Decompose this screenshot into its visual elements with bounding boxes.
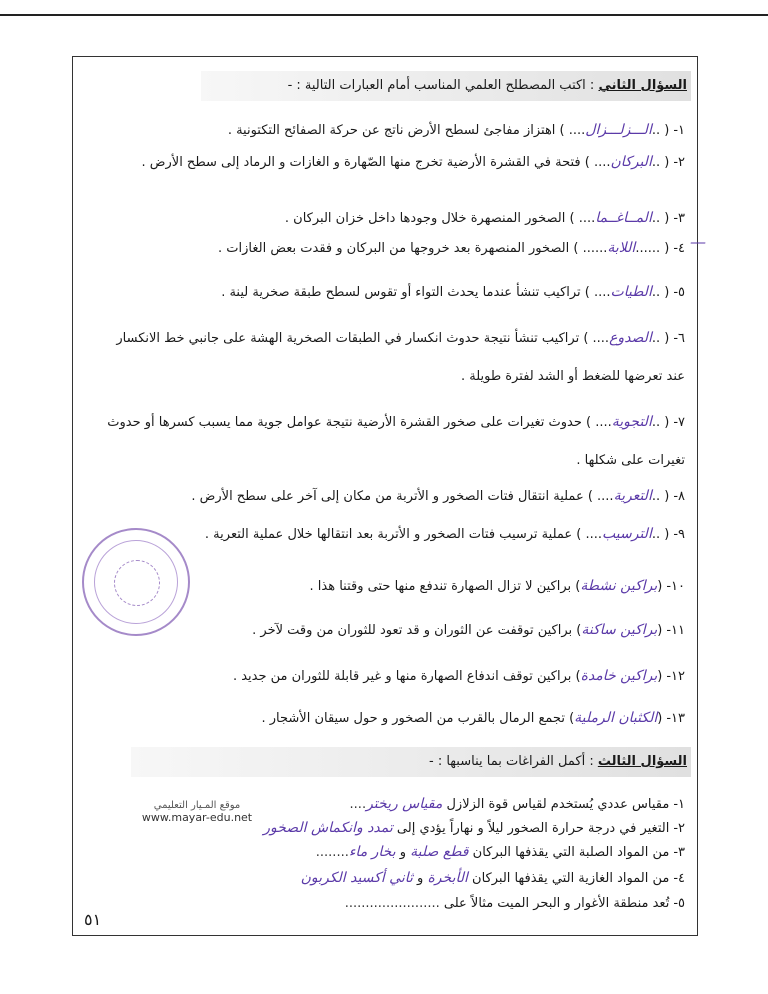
watermark-arabic: موقع المـيار التعليمي [153,800,241,811]
handwritten-answer-2: بخار ماء [348,844,396,860]
item-number: ٣- [673,845,685,860]
item-text: براكين توقفت عن الثوران و قد تعود للثوران من وقت لآخر . [252,623,573,638]
blank-dots: .... [349,797,367,812]
item-number: ١٣- [666,711,685,726]
handwritten-answer: البركان [610,154,652,170]
q2-item-3: ٣-( ..المــاغــما.... ) الصخور المنصهرة خلال وجودها داخل خزان البركان . [284,210,685,226]
conjunction: و [417,871,424,886]
item-text: التغير في درجة حرارة الصخور ليلاً و نهاراً يؤدي إلى [396,821,670,836]
q3-item-4 [95,867,685,890]
item-number: ١٢- [666,669,685,684]
item-text: حدوث تغيرات على صخور القشرة الأرضية نتيجة عوامل جوية مما يسبب كسرها أو حدوث تغيرات على شكلها . [107,415,685,468]
q2-header [201,71,691,101]
handwritten-answer: التجوية [611,414,652,430]
q2-header-label: السؤال الثاني [598,78,687,93]
handwritten-answer: الصدوع [609,330,652,346]
handwritten-answer: الترسيب [602,526,652,542]
item-number: ١٠- [666,579,685,594]
item-text: تراكيب تنشأ عندما يحدث التواء أو تقوس لسطح طبقة صخرية لينة . [221,285,581,300]
page-number: ٥١ [84,910,102,929]
q2-item-7: ٧-( ..التجوية.... ) حدوث تغيرات على صخور القشرة الأرضية نتيجة عوامل جوية مما يسبب كسرها أو حدوث تغيرات على شكلها . [107,414,685,468]
q2-item-13: ١٣-(الكثبان الرملية) تجمع الرمال بالقرب من الصخور و حول سيقان الأشجار . [261,710,685,726]
blank-dots: ....................... [344,896,440,911]
q3-item-5 [95,893,685,915]
item-number: ٣- [673,211,685,226]
conjunction: و [399,845,407,860]
q2-item-12: ١٢-(براكين خامدة) براكين توقف اندفاع الصهارة منها و غير قابلة للثوران من جديد . [232,668,685,684]
item-number: ٥- [673,285,685,300]
q2-item-11: ١١-(براكين ساكنة) براكين توقفت عن الثوران و قد تعود للثوران من وقت لآخر . [252,622,685,638]
item-text: عملية ترسيب فتات الصخور و الأتربة بعد انتقالها خلال عملية التعرية . [204,527,573,542]
school-stamp-icon [82,528,190,636]
handwritten-answer: قطع صلبة [410,844,469,860]
item-number: ١١- [666,623,685,638]
item-text: الصخور المنصهرة بعد خروجها من البركان و فقدت بعض الغازات . [218,241,570,256]
q2-item-9: ٩-( ..الترسيب.... ) عملية ترسيب فتات الصخور و الأتربة بعد انتقالها خلال عملية التعرية . [204,526,685,542]
item-text: عملية انتقال فتات الصخور و الأتربة من مكان إلى آخر على سطح الأرض . [191,489,584,504]
page-top-edge [0,0,768,16]
q2-item-1: ١-( ..الـــزلـــزال.... ) اهتزاز مفاجئ لسطح الأرض ناتج عن حركة الصفائح التكتونية . [227,122,685,138]
q2-instruction: : اكتب المصطلح العلمي المناسب أمام العبارات التالية : - [287,78,595,93]
item-text: براكين لا تزال الصهارة تندفع منها حتى وقتنا هذا . [309,579,572,594]
item-number: ٩- [673,527,685,542]
item-number: ١- [673,797,685,812]
item-number: ٢- [673,155,685,170]
item-number: ٤- [673,241,685,256]
handwritten-answer: براكين نشطة [580,578,658,594]
item-number: ٦- [673,331,685,346]
q2-item-5: ٥-( ..الطيات.... ) تراكيب تنشأ عندما يحدث التواء أو تقوس لسطح طبقة صخرية لينة . [221,284,685,300]
q3-header-label: السؤال الثالث [597,754,687,769]
item-number: ٤- [673,871,685,886]
handwritten-answer: الطيات [610,284,652,300]
q2-item-8: ٨-( ..التعرية.... ) عملية انتقال فتات الصخور و الأتربة من مكان إلى آخر على سطح الأرض . [191,488,685,504]
item-number: ٧- [673,415,685,430]
item-text: تُعد منطقة الأغوار و البحر الميت مثالاً على [443,896,670,911]
item-number: ١- [673,123,685,138]
item-text: تراكيب تنشأ نتيجة حدوث انكسار في الطبقات الصخرية الهشة على جانبي خط الانكسار عند تعرضها للضغط أو الشد لفترة طويلة . [116,331,685,384]
item-text: فتحة في القشرة الأرضية تخرج منها الصّهارة و الغازات و الرماد إلى سطح الأرض . [141,155,581,170]
watermark [122,800,272,824]
handwritten-answer-2: ثاني أكسيد الكربون [300,870,413,886]
q3-item-3 [95,841,685,864]
blank-dots: ........ [315,845,349,860]
item-text: براكين توقف اندفاع الصهارة منها و غير قابلة للثوران من جديد . [232,669,572,684]
q2-item-4: ٤-( ......اللابة...... ) الصخور المنصهرة بعد خروجها من البركان و فقدت بعض الغازات . [218,240,685,256]
stamp-center [114,560,160,606]
item-number: ٨- [673,489,685,504]
handwritten-answer: التعرية [613,488,652,504]
handwritten-answer: اللابة [607,240,636,256]
q2-item-6: ٦-( ..الصدوع.... ) تراكيب تنشأ نتيجة حدوث انكسار في الطبقات الصخرية الهشة على جانبي خط الانكسار عند تعرضها للضغط أو الشد لفترة طويلة . [116,330,685,384]
item-number: ٢- [673,821,685,836]
item-number: ٥- [673,896,685,911]
handwritten-answer: براكين خامدة [580,668,658,684]
margin-mark: — [690,232,706,251]
item-text: من المواد الغازية التي يقذفها البركان [472,871,670,886]
handwritten-answer: الـــزلـــزال [585,122,652,138]
handwritten-answer: الكثبان الرملية [574,710,658,726]
q2-item-2: ٢-( ..البركان.... ) فتحة في القشرة الأرضية تخرج منها الصّهارة و الغازات و الرماد إلى سطح الأرض . [141,154,685,170]
handwritten-answer: براكين ساكنة [581,622,658,638]
handwritten-answer: الأبخرة [427,870,468,886]
item-text: مقياس عددي يُستخدم لقياس قوة الزلازل [446,797,670,812]
handwritten-answer: تمدد وانكماش الصخور [263,820,393,836]
item-text: اهتزاز مفاجئ لسطح الأرض ناتج عن حركة الصفائح التكتونية . [227,123,556,138]
handwritten-answer: المــاغــما [595,210,652,226]
item-text: من المواد الصلبة التي يقذفها البركان [472,845,670,860]
q2-item-10: ١٠-(براكين نشطة) براكين لا تزال الصهارة تندفع منها حتى وقتنا هذا . [309,578,685,594]
item-text: تجمع الرمال بالقرب من الصخور و حول سيقان الأشجار . [261,711,565,726]
q3-instruction: : أكمل الفراغات بما يناسبها : - [429,754,594,769]
q3-header [131,747,691,777]
item-text: الصخور المنصهرة خلال وجودها داخل خزان البركان . [284,211,566,226]
watermark-url: www.mayar-edu.net [141,811,253,824]
handwritten-answer: مقياس ريختر [366,796,443,812]
